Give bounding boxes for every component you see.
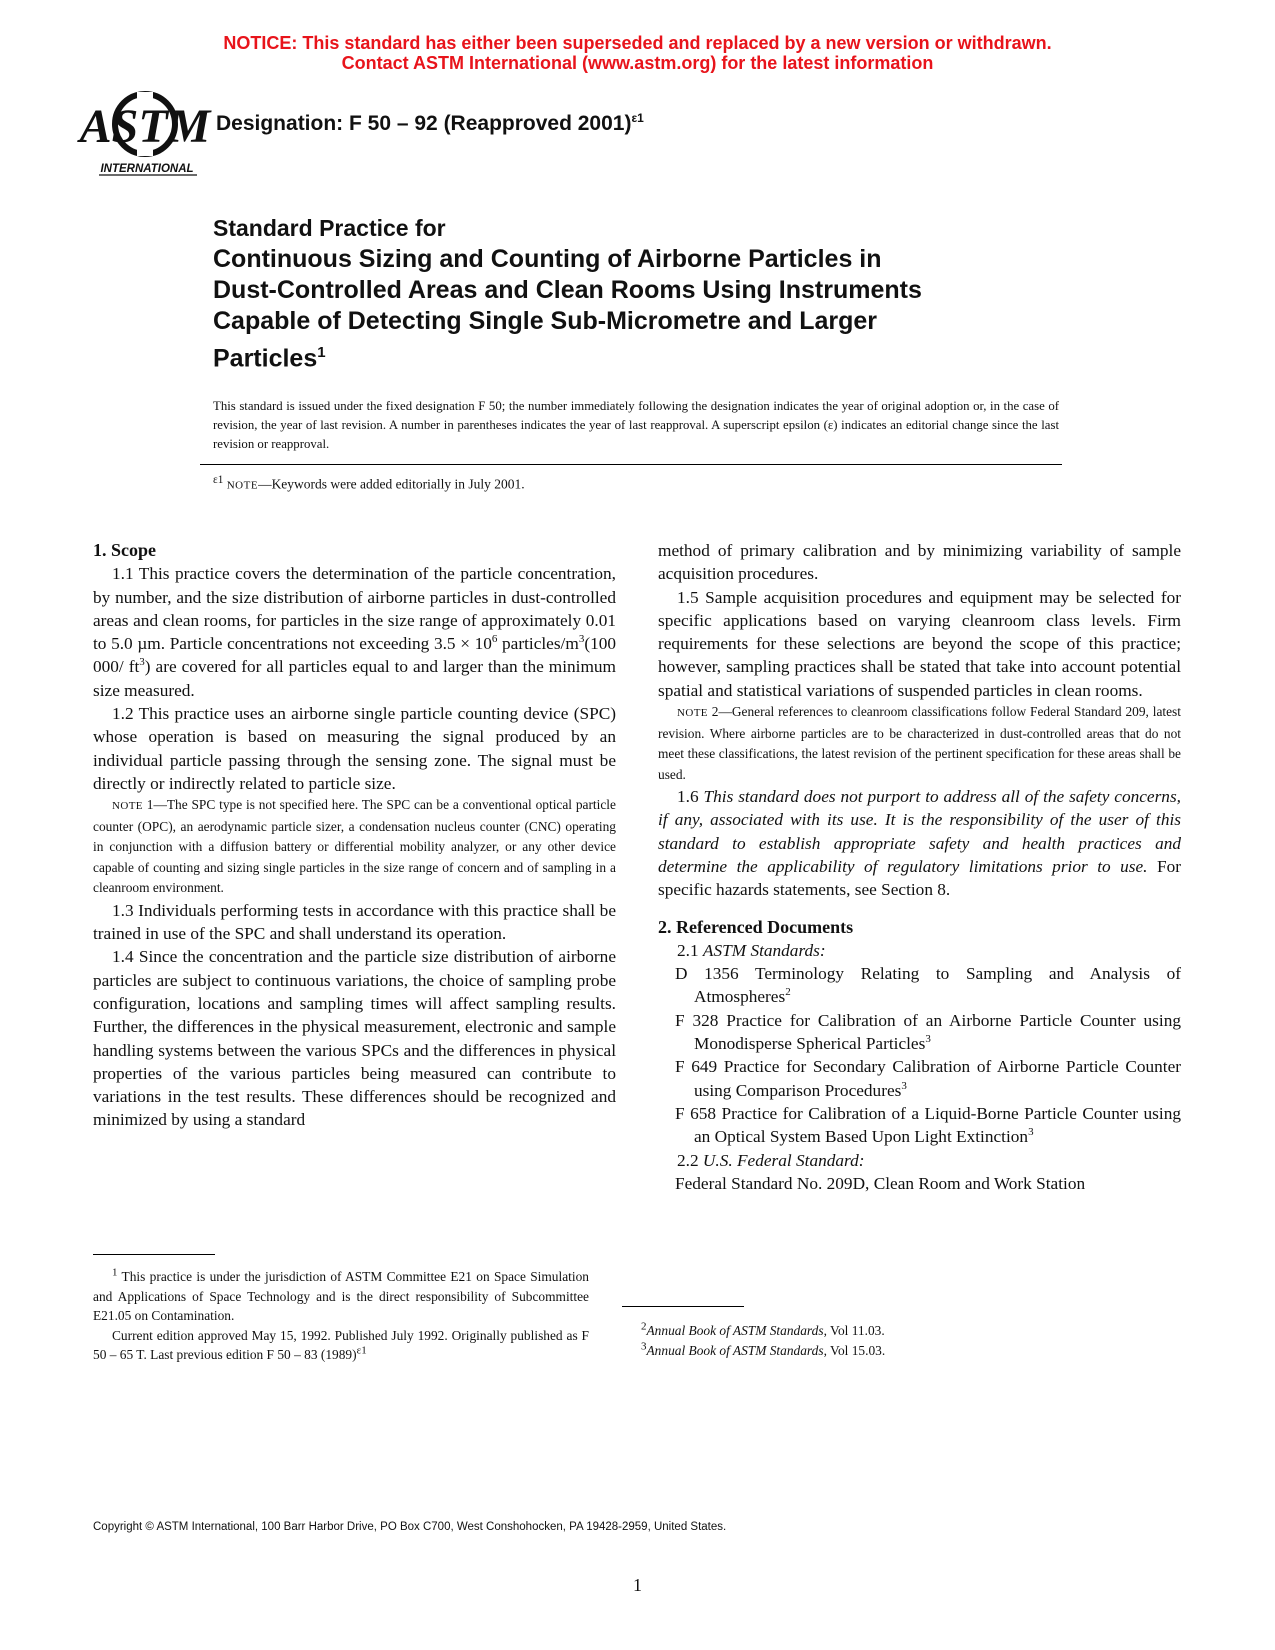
copyright-line: Copyright © ASTM International, 100 Barr Harbor Drive, PO Box C700, West Conshohocken, PA 19428-2959, United States. [93, 1521, 727, 1533]
header-divider [200, 464, 1062, 465]
designation [216, 111, 644, 136]
note-2: NOTE 2—General references to cleanroom classifications follow Federal Standard 209, latest revision. Where airborne particles are to be characterized in dust-controlled areas that do not meet these classifications, the latest revision of the pertinent specification for these areas shall be used. [658, 704, 1181, 782]
section-1-6: 1.6 This standard does not purport to address all of the safety concerns, if any, associated with its use. It is the responsibility of the user of this standard to establish appropriate safety and health practices and determine the applicability of regulatory limitations prior to use. For specific hazards statements, see Section 8. [658, 787, 1181, 900]
title-prefix: Standard Practice for [213, 215, 446, 241]
reference-item: F 328 Practice for Calibration of an Airborne Particle Counter using Monodisperse Spherical Particles$^3$ [675, 1010, 1181, 1054]
section-1-3: 1.3 Individuals performing tests in accordance with this practice shall be trained in use of the SPC and shall understand its operation. [93, 900, 616, 944]
footnote-1-edition: Current edition approved May 15, 1992. Published July 1992. Originally published as F 50 – 65 T. Last previous edition F 50 – 83 $(1989)^{\varepsilon 1}$ [93, 1327, 589, 1362]
astm-logo [79, 86, 211, 182]
title-line-4: Particles [213, 344, 318, 373]
document-title [213, 213, 1093, 374]
section-1-4: 1.4 Since the concentration and the particle size distribution of airborne particles are subject to continuous variations, the choice of sampling probe configuration, locations and sampling times will affect sampling results. Further, the differences in the physical measurement, electronic and sample handling systems between the various SPCs and the differences in physical properties of the various particles being measured can contribute to variations in the test results. These differences should be recognized and minimized by using a standard [93, 947, 616, 1130]
keyword-note [213, 474, 525, 493]
notice-line-2: Contact ASTM International (www.astm.org) for the latest information [341, 53, 934, 73]
title-line-1: Continuous Sizing and Counting of Airborne Particles in [213, 245, 882, 273]
section-2-2: 2.2 U.S. Federal Standard: [677, 1150, 865, 1170]
issuance-note: This standard is issued under the fixed designation F 50; the number immediately following the designation indicates the year of original adoption or, in the case of revision, the year of last revision. A number in parentheses indicates the year of last reapproval. A superscript epsilon (ε) indicates an editorial change since the last revision or reapproval. [213, 399, 1059, 451]
section-1-2: 1.2 This practice uses an airborne single particle counting device (SPC) whose operation is based on measuring the signal produced by an individual particle passing through the sensing zone. The signal must be directly or indirectly related to particle size. [93, 704, 616, 793]
title-line-2: Dust-Controlled Areas and Clean Rooms Using Instruments [213, 276, 922, 304]
referenced-documents-heading: 2. Referenced Documents [658, 916, 854, 937]
reference-item: D 1356 Terminology Relating to Sampling and Analysis of Atmospheres$^2$ [675, 964, 1181, 1007]
section-1-1: 1.1 This practice covers the determination of the particle concentration, by number, and the size distribution of airborne particles in dust-controlled areas and clean rooms, for particles in the size range of approximately 0.01 to 5.0 µm. Particle concentrations not exceeding $3.5 \times 10^6$ particles/$m^3(100$ 000/ $ft^3$) are covered for all particles equal to and larger than the minimum size measured. [93, 564, 616, 700]
designation-text: Designation: F 50 – 92 (Reapproved 2001) [216, 112, 632, 135]
scope-heading: 1. Scope [93, 540, 156, 560]
footnote-1: $^1$ This practice is under the jurisdiction of ASTM Committee E21 on Space Simulation and Applications of Space Technology and is the direct responsibility of Subcommittee E21.05 on Contamination. [93, 1266, 589, 1323]
section-1-5: 1.5 Sample acquisition procedures and equipment may be selected for specific applications based on varying cleanroom class levels. Firm requirements for these selections are beyond the scope of this practice; however, sampling practices shall be stated that take into account potential spatial and statistical variations of suspended particles in clean rooms. [658, 587, 1181, 700]
astm-logo-word: INTERNATIONAL [100, 163, 194, 175]
right-column [658, 539, 1181, 1195]
page-number: 1 [633, 1575, 642, 1595]
reference-item: F 649 Practice for Secondary Calibration of Airborne Particle Counter using Comparison Procedures$^3$ [675, 1057, 1181, 1100]
notice-line-1: NOTICE: This standard has either been superseded and replaced by a new version or withdrawn. [223, 33, 1052, 53]
federal-standard-ref: Federal Standard No. 209D, Clean Room and Work Station [675, 1173, 1086, 1193]
withdrawal-notice [0, 33, 1275, 73]
title-line-3: Capable of Detecting Single Sub-Micrometre and Larger [213, 307, 878, 335]
section-2-1: 2.1 ASTM Standards: [677, 940, 826, 960]
astm-logo-mark [79, 86, 211, 182]
footnote-2: $^2$Annual Book of ASTM Standards, Vol 11.03. [641, 1320, 885, 1338]
reference-list [658, 962, 1181, 1148]
keyword-note-label: NOTE [226, 479, 259, 492]
left-footnote-rule [93, 1254, 215, 1255]
note-1: NOTE 1—The SPC type is not specified here. The SPC can be a conventional optical particle counter (OPC), an aerodynamic particle sizer, a condensation nucleus counter (CNC) operating in conjunction with a diffusion battery or differential mobility analyzer, or any other device capable of counting and sizing single particles in the size range of concern and of sampling in a cleanroom environment. [93, 797, 616, 896]
keyword-note-text: —Keywords were added editorially in July 2001. [258, 476, 525, 492]
designation-epsilon: ε1 [631, 111, 644, 125]
right-footnotes [622, 1321, 1122, 1360]
keyword-note-mark: ε1 [213, 474, 224, 486]
section-1-4-continued: method of primary calibration and by minimizing variability of sample acquisition procedures. [658, 541, 1181, 584]
left-footnotes [93, 1267, 589, 1365]
footnote-3: $^3$Annual Book of ASTM Standards, Vol 15.03. [641, 1340, 886, 1358]
reference-item: F 658 Practice for Calibration of a Liquid-Borne Particle Counter using an Optical System Based Upon Light Extinction$^3$ [675, 1103, 1181, 1147]
astm-logo-letters: ASTM [79, 100, 211, 153]
left-column [93, 539, 616, 1132]
right-footnote-rule [622, 1306, 744, 1307]
title-footnote-mark: 1 [317, 344, 326, 361]
